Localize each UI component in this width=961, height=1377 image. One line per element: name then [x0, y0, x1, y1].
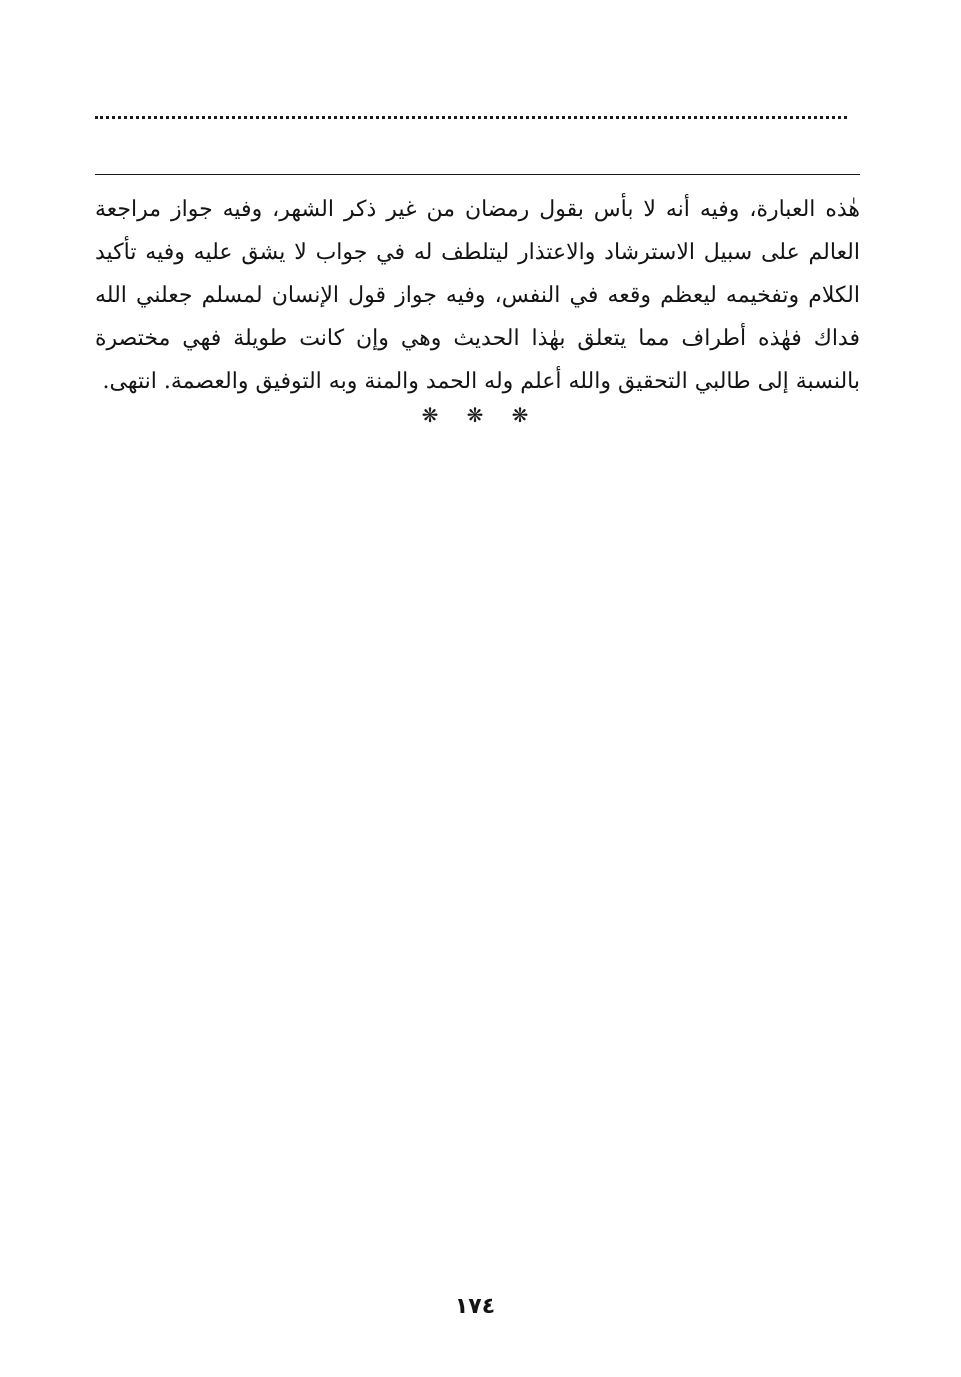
page-number: ١٧٤ — [454, 1294, 496, 1319]
section-ornament — [420, 403, 530, 427]
footnote-separator — [95, 174, 860, 175]
body-paragraph: هٰذه العبارة، وفيه أنه لا بأس بقول رمضان من غير ذكر الشهر، وفيه جواز مراجعة العالم على سبيل الاسترشاد والاعتذار ليتلطف له في جواب لا يشق عليه وفيه تأكيد الكلام وتفخيمه ليعظم وقعه في النفس، وفيه جواز قول الإنسان لمسلم جعلني الله فداك فهٰذه أطراف مما يتعلق بهٰذا الحديث وهي وإن كانت طويلة فهي مختصرة بالنسبة إلى طالبي التحقيق والله أعلم وله الحمد والمنة وبه التوفيق والعصمة. انتهى. — [95, 197, 860, 394]
asterism-icon: ❋ — [466, 403, 484, 427]
asterism-icon: ❋ — [511, 403, 529, 427]
asterism-icon: ❋ — [421, 403, 439, 427]
dotted-separator — [95, 116, 847, 119]
